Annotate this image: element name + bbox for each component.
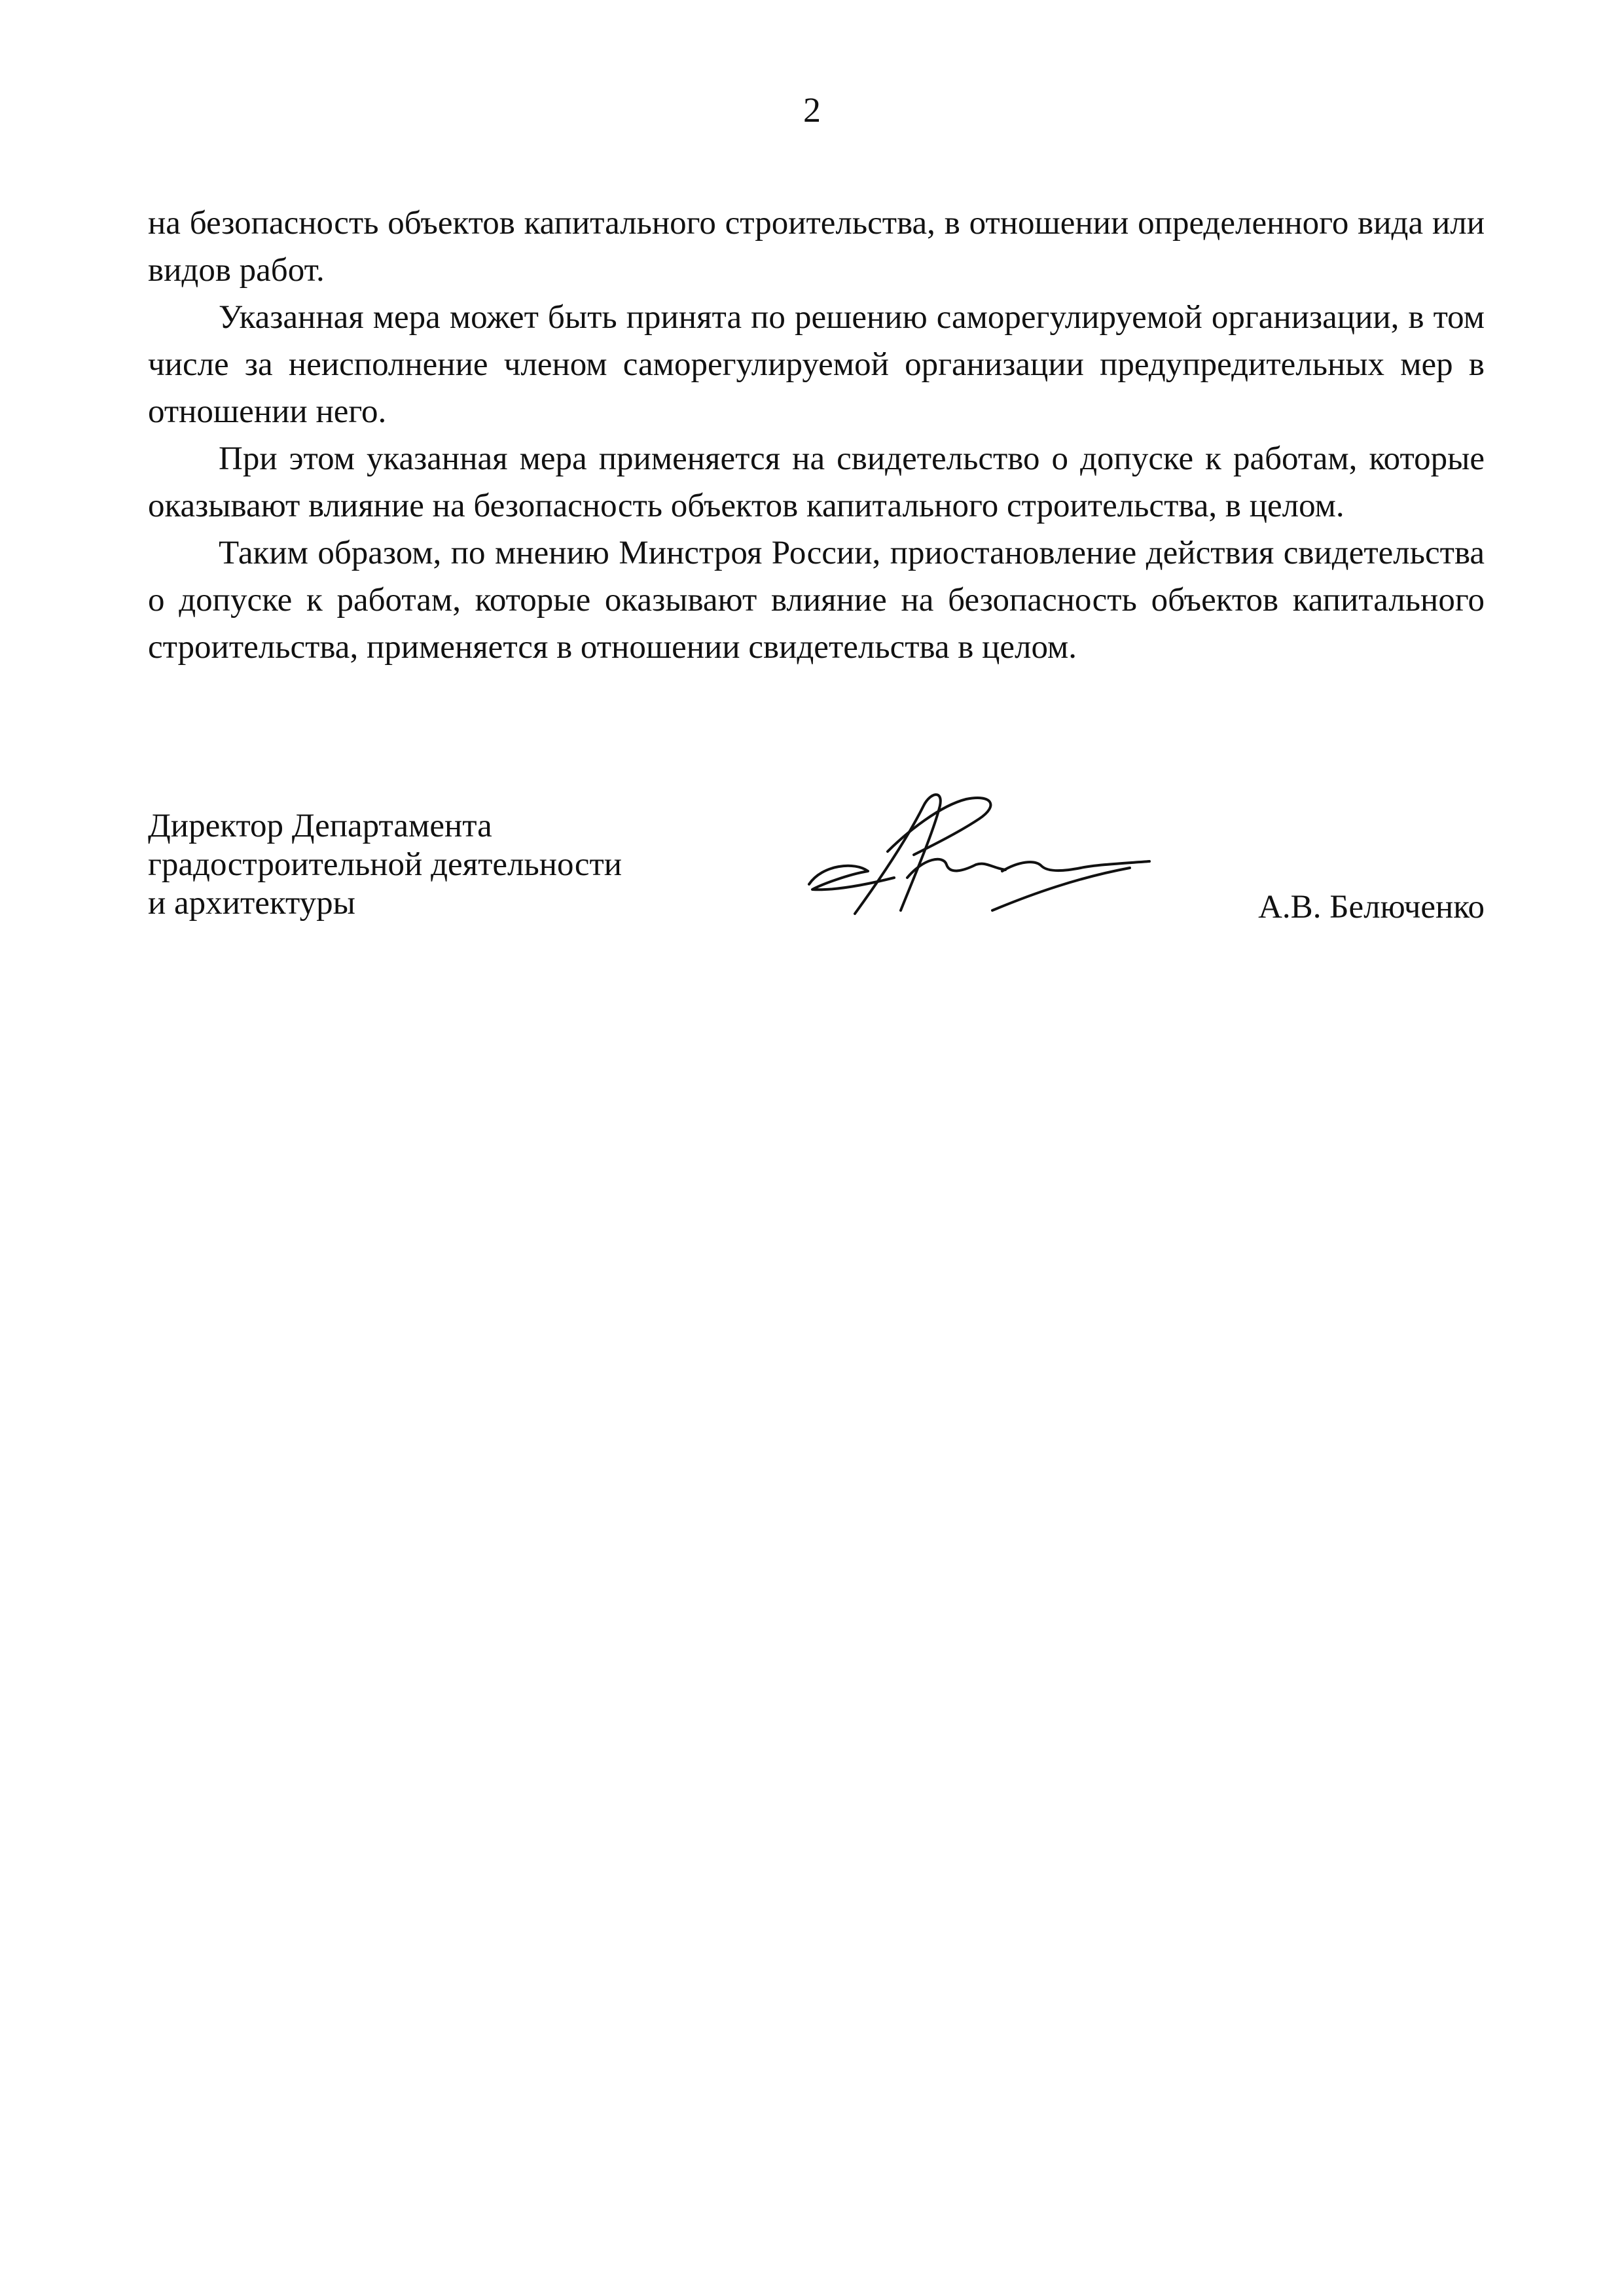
signatory-title-line: градостроительной деятельности xyxy=(148,846,623,883)
signature-block xyxy=(148,807,1485,977)
signatory-name: А.В. Белюченко xyxy=(1258,889,1485,925)
paragraph: При этом указанная мера применяется на свидетельство о допуске к работам, которые оказывают влияние на безопасность объектов капитального строительства, в целом. xyxy=(148,440,1485,524)
paragraph: Указанная мера может быть принята по решению саморегулируемой организации, в том числе за неисполнение членом саморегулируемой организации предупредительных мер в отношении него. xyxy=(148,299,1485,430)
signatory-title-line: и архитектуры xyxy=(148,885,355,922)
paragraph: Таким образом, по мнению Минстроя России, приостановление действия свидетельства о допуске к работам, которые оказывают влияние на безопасность объектов капитального строительства, применяется в отношении свидетельства в целом. xyxy=(148,535,1485,666)
signatory-title xyxy=(148,807,622,923)
letter-body xyxy=(148,200,1485,671)
handwritten-signature-icon xyxy=(783,780,1176,937)
paragraph-continuation: на безопасность объектов капитального строительства, в отношении определенного вида или видов работ. xyxy=(148,205,1485,289)
page-number: 2 xyxy=(803,90,821,130)
signatory-title-line: Директор Департамента xyxy=(148,808,492,844)
